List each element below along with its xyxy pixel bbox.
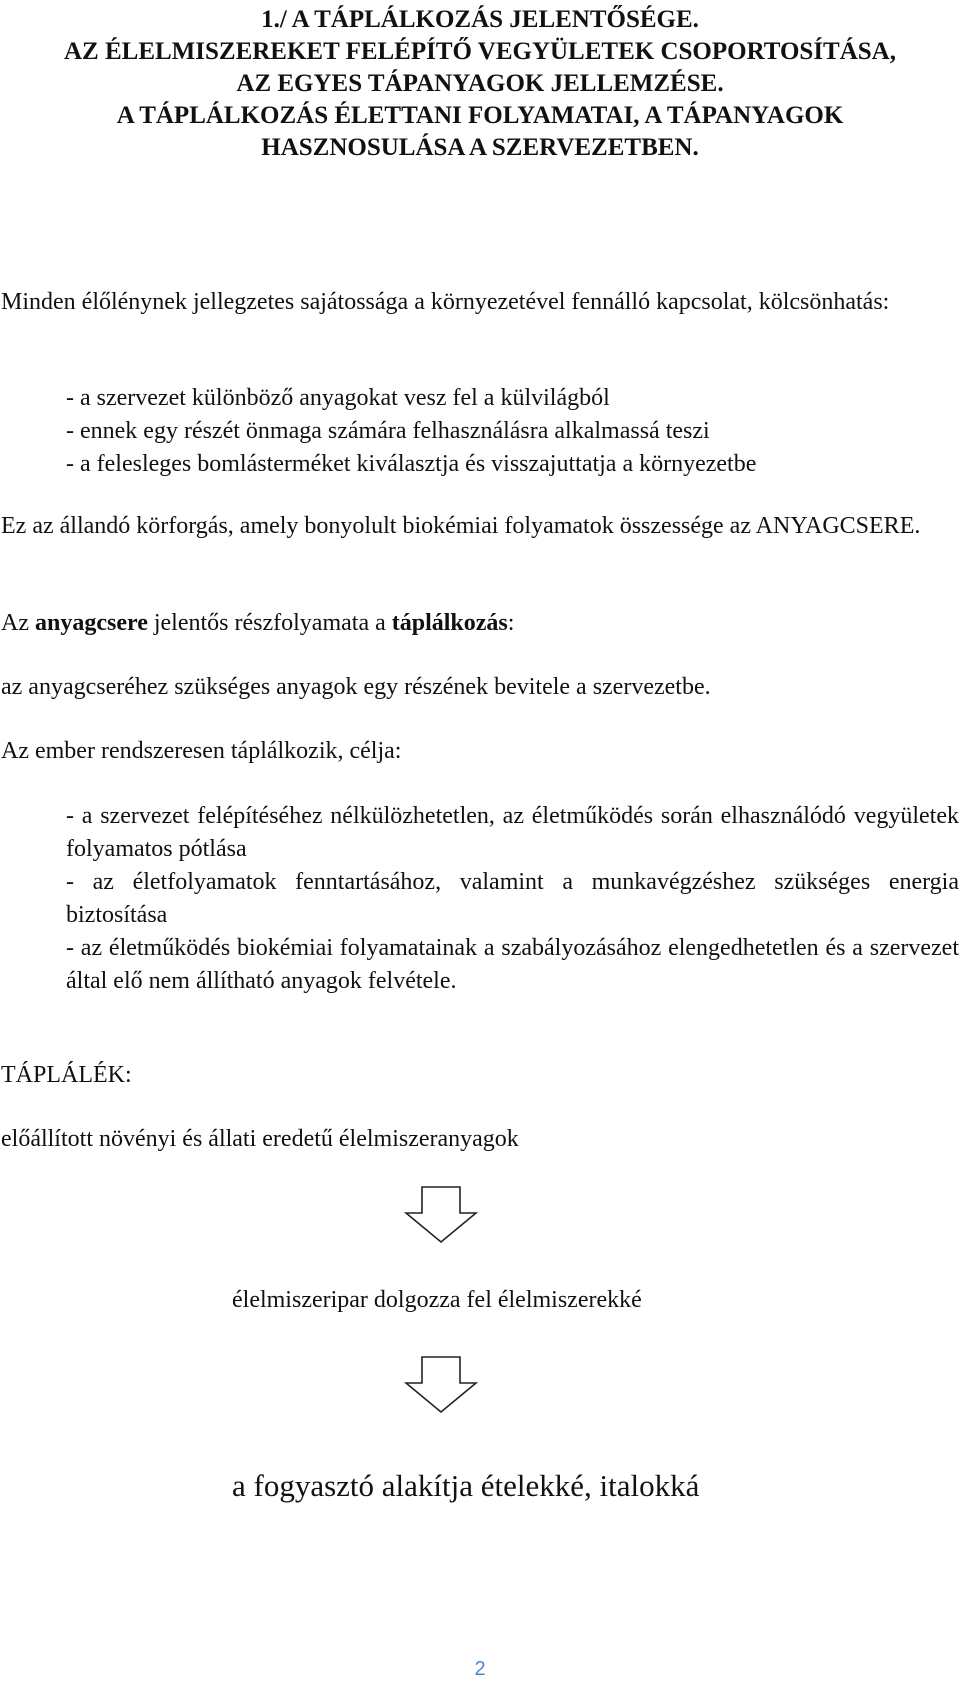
list-item: - a felesleges bomlásterméket kiválasztja és visszajuttatja a környezetbe <box>66 451 757 477</box>
list-item: - a szervezet felépítéséhez nélkülözhetetlen, az életműködés során elhasználódó vegyületek folyamatos pótlása <box>66 803 959 862</box>
list-item: - ennek egy részét önmaga számára felhasználásra alkalmassá teszi <box>66 418 710 444</box>
heading-line-2: AZ ÉLELMISZEREKET FELÉPÍTŐ VEGYÜLETEK CSOPORTOSÍTÁSA, <box>63 38 896 65</box>
document-heading <box>0 4 960 164</box>
purpose-list <box>66 800 959 998</box>
metabolism-steps-list <box>66 382 959 481</box>
bold-term-anyagcsere: anyagcsere <box>34 610 148 636</box>
intro-paragraph: Minden élőlénynek jellegzetes sajátossága a környezetével fennálló kapcsolat, kölcsönhatás: <box>1 289 890 315</box>
down-arrow-icon <box>404 1356 478 1414</box>
food-step-3: a fogyasztó alakítja ételekké, italokká <box>232 1468 700 1503</box>
text-middle: jelentős részfolyamata a <box>147 610 392 636</box>
heading-line-1: 1./ A TÁPLÁLKOZÁS JELENTŐSÉGE. <box>261 6 699 33</box>
food-step-2: élelmiszeripar dolgozza fel élelmiszerekké <box>232 1287 642 1313</box>
food-step-1: előállított növényi és állati eredetű élelmiszeranyagok <box>1 1126 519 1152</box>
text-suffix: : <box>507 610 515 636</box>
cycle-paragraph: Ez az állandó körforgás, amely bonyolult biokémiai folyamatok összessége az ANYAGCSERE. <box>1 513 921 539</box>
heading-line-3: AZ EGYES TÁPANYAGOK JELLEMZÉSE. <box>236 70 724 97</box>
list-item: - az életfolyamatok fenntartásához, valamint a munkavégzéshez szükséges energia biztosítása <box>66 869 959 928</box>
heading-line-5: HASZNOSULÁSA A SZERVEZETBEN. <box>261 134 699 161</box>
food-label: TÁPLÁLÉK: <box>1 1062 132 1088</box>
down-arrow-icon <box>404 1186 478 1244</box>
definition-paragraph: az anyagcseréhez szükséges anyagok egy részének bevitele a szervezetbe. <box>1 674 711 700</box>
heading-line-4: A TÁPLÁLKOZÁS ÉLETTANI FOLYAMATAI, A TÁPANYAGOK <box>116 102 844 129</box>
list-item: - az életműködés biokémiai folyamatainak a szabályozásához elengedhetetlen és a szervezet által elő nem állítható anyagok felvétele. <box>66 935 959 994</box>
bold-term-taplalkozas: táplálkozás <box>391 610 508 636</box>
metabolism-part-paragraph <box>1 607 958 640</box>
list-item: - a szervezet különböző anyagokat vesz fel a külvilágból <box>66 385 610 411</box>
purpose-paragraph: Az ember rendszeresen táplálkozik, célja: <box>1 738 402 764</box>
text-prefix: Az <box>1 610 35 636</box>
page-number: 2 <box>474 1658 486 1680</box>
